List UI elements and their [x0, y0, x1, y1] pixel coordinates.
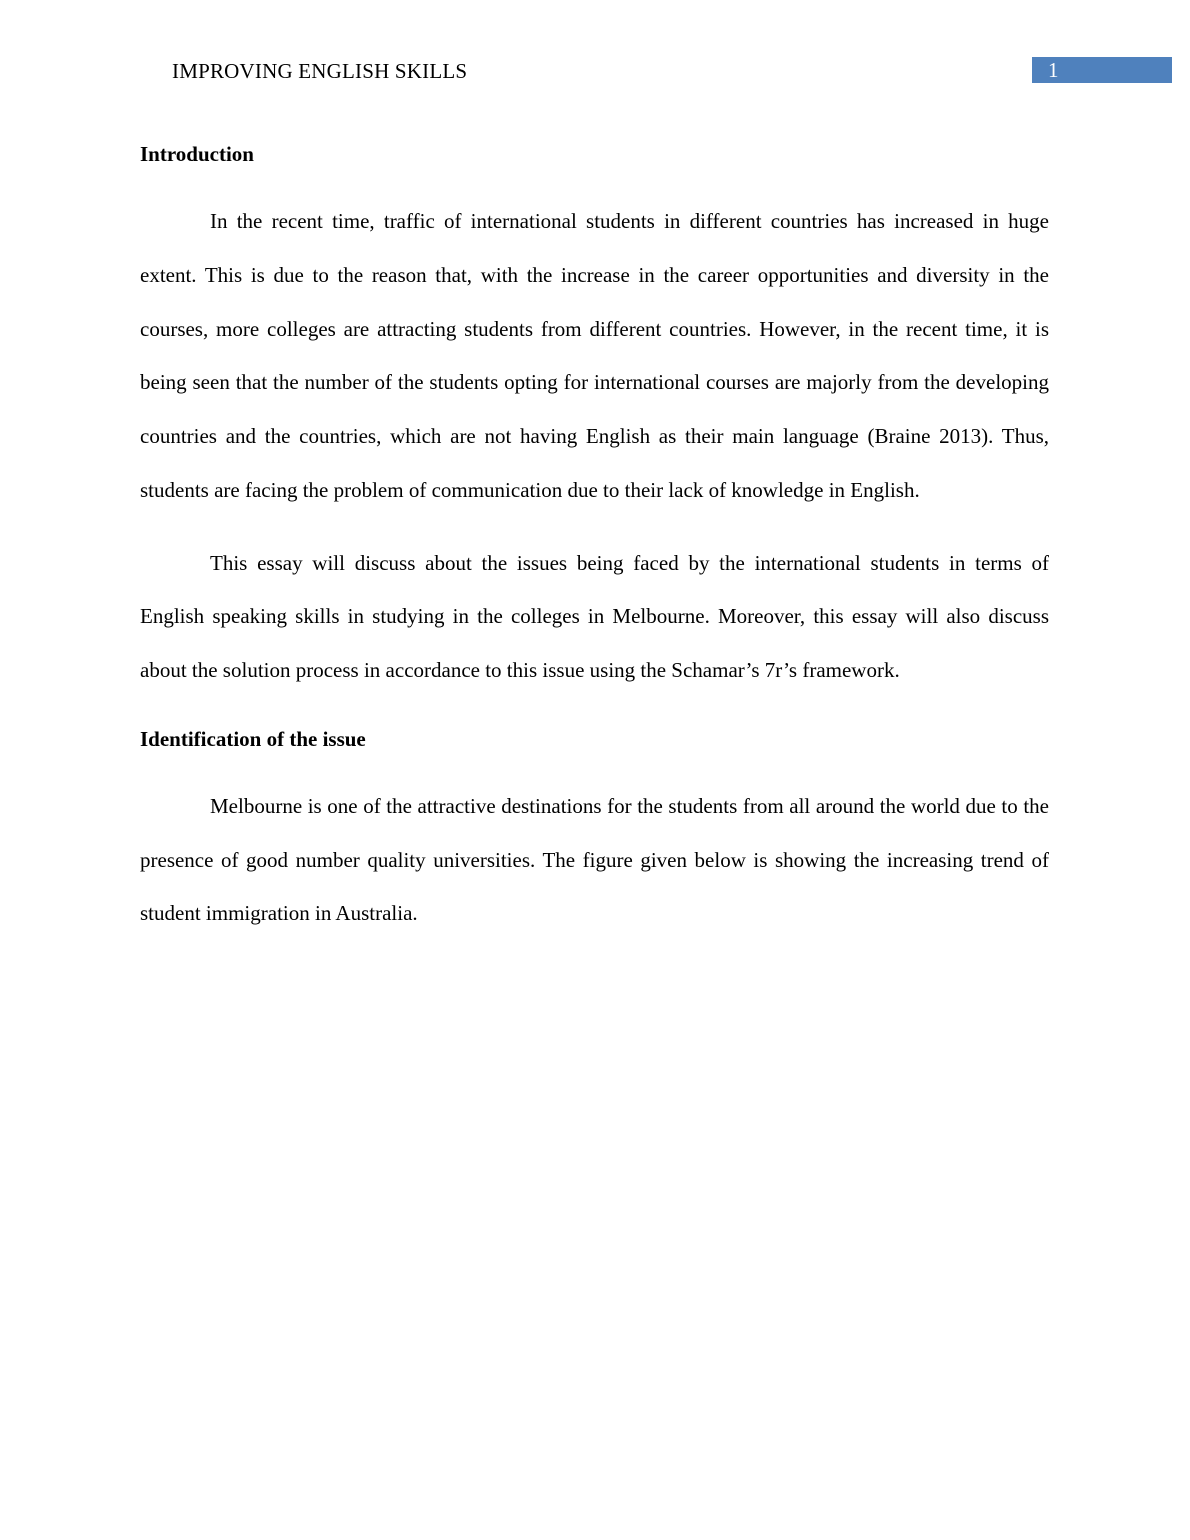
section-heading-introduction: Introduction: [140, 142, 254, 166]
document-body: [140, 132, 1049, 960]
page-number-badge: [1032, 57, 1172, 83]
section-heading-identification: Identification of the issue: [140, 726, 366, 751]
introduction-paragraph-2: This essay will discuss about the issues being faced by the international students in terms of English speaking skills in studying in the colleges in Melbourne. Moreover, this essay will also discuss about the solution process in accordance to this issue using the Schamar’s 7r’s framework.: [140, 550, 1049, 682]
running-head: IMPROVING ENGLISH SKILLS: [172, 59, 468, 83]
identification-paragraph-1: Melbourne is one of the attractive destinations for the students from all around the world due to the presence of good number quality universities. The figure given below is showing the increasing trend of student immigration in Australia.: [140, 793, 1049, 926]
introduction-paragraph-1: In the recent time, traffic of international students in different countries has increased in huge extent. This is due to the reason that, with the increase in the career opportunities and diversity in the courses, more colleges are attracting students from different countries. However, in the recent time, it is being seen that the number of the students opting for international courses are majorly from the developing countries and the countries, which are not having English as their main language (Braine 2013). Thus, students are facing the problem of communication due to their lack of knowledge in English.: [140, 209, 1049, 502]
page-number: 1: [1048, 58, 1059, 82]
